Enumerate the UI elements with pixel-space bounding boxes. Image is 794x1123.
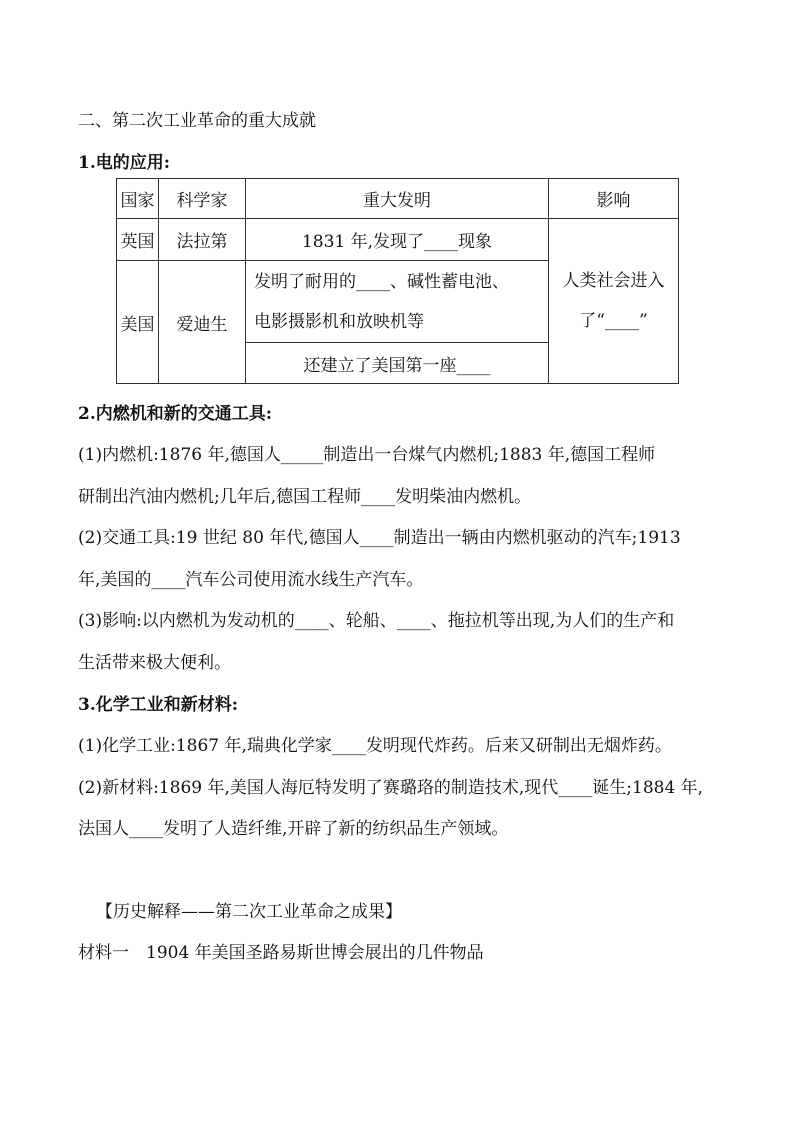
impact-line1: 人类社会进入 [562,271,665,291]
engine-p2-line1: (2)交通工具:19 世纪 80 年代,德国人____制造出一辆由内燃机驱动的汽车;1913 [78,528,681,548]
engine-p3-line2: 生活带来极大便利。 [78,653,231,673]
chemical-heading: 3.化学工业和新材料: [78,695,239,715]
cell-country-uk: 英国 [117,219,159,261]
header-scientist: 科学家 [159,179,246,219]
engine-p1-line2: 研制出汽油内燃机;几年后,德国工程师____发明柴油内燃机。 [78,487,532,507]
material-one: 材料一 1904 年美国圣路易斯世博会展出的几件物品 [78,943,484,963]
cell-invention-edison [246,261,549,343]
section-heading: 二、第二次工业革命的重大成就 [78,111,316,131]
cell-country-us: 美国 [117,261,159,384]
history-box-title: 【历史解释——第二次工业革命之成果】 [96,902,402,922]
engine-p2-line2: 年,美国的____汽车公司使用流水线生产汽车。 [78,570,424,590]
cell-scientist-edison: 爱迪生 [159,261,246,384]
electricity-heading: 1.电的应用: [78,153,171,173]
chemical-p1: (1)化学工业:1867 年,瑞典化学家____发明现代炸药。后来又研制出无烟炸药。 [78,736,672,756]
cell-invention-edison-extra: 还建立了美国第一座____ [246,343,549,384]
cell-invention-faraday: 1831 年,发现了____现象 [246,219,549,261]
cell-scientist-faraday: 法拉第 [159,219,246,261]
engine-p3-line1: (3)影响:以内燃机为发动机的____、轮船、____、拖拉机等出现,为人们的生产和 [78,611,675,631]
electricity-table [116,178,679,384]
invention-edison-line1: 发明了耐用的____、碱性蓄电池、 [254,271,509,292]
engine-p1-line1: (1)内燃机:1876 年,德国人_____制造出一台煤气内燃机;1883 年,德国工程师 [78,445,656,465]
header-invention: 重大发明 [246,179,549,219]
impact-line2: 了“____” [579,311,648,331]
header-country: 国家 [117,179,159,219]
invention-edison-line2: 电影摄影机和放映机等 [254,311,424,332]
header-impact: 影响 [549,179,679,219]
cell-impact [549,219,679,384]
engine-heading: 2.内燃机和新的交通工具: [78,404,273,424]
chemical-p2-line1: (2)新材料:1869 年,美国人海厄特发明了赛璐珞的制造技术,现代____诞生;1884 年, [78,778,704,798]
chemical-p2-line2: 法国人____发明了人造纤维,开辟了新的纺织品生产领域。 [78,819,509,839]
